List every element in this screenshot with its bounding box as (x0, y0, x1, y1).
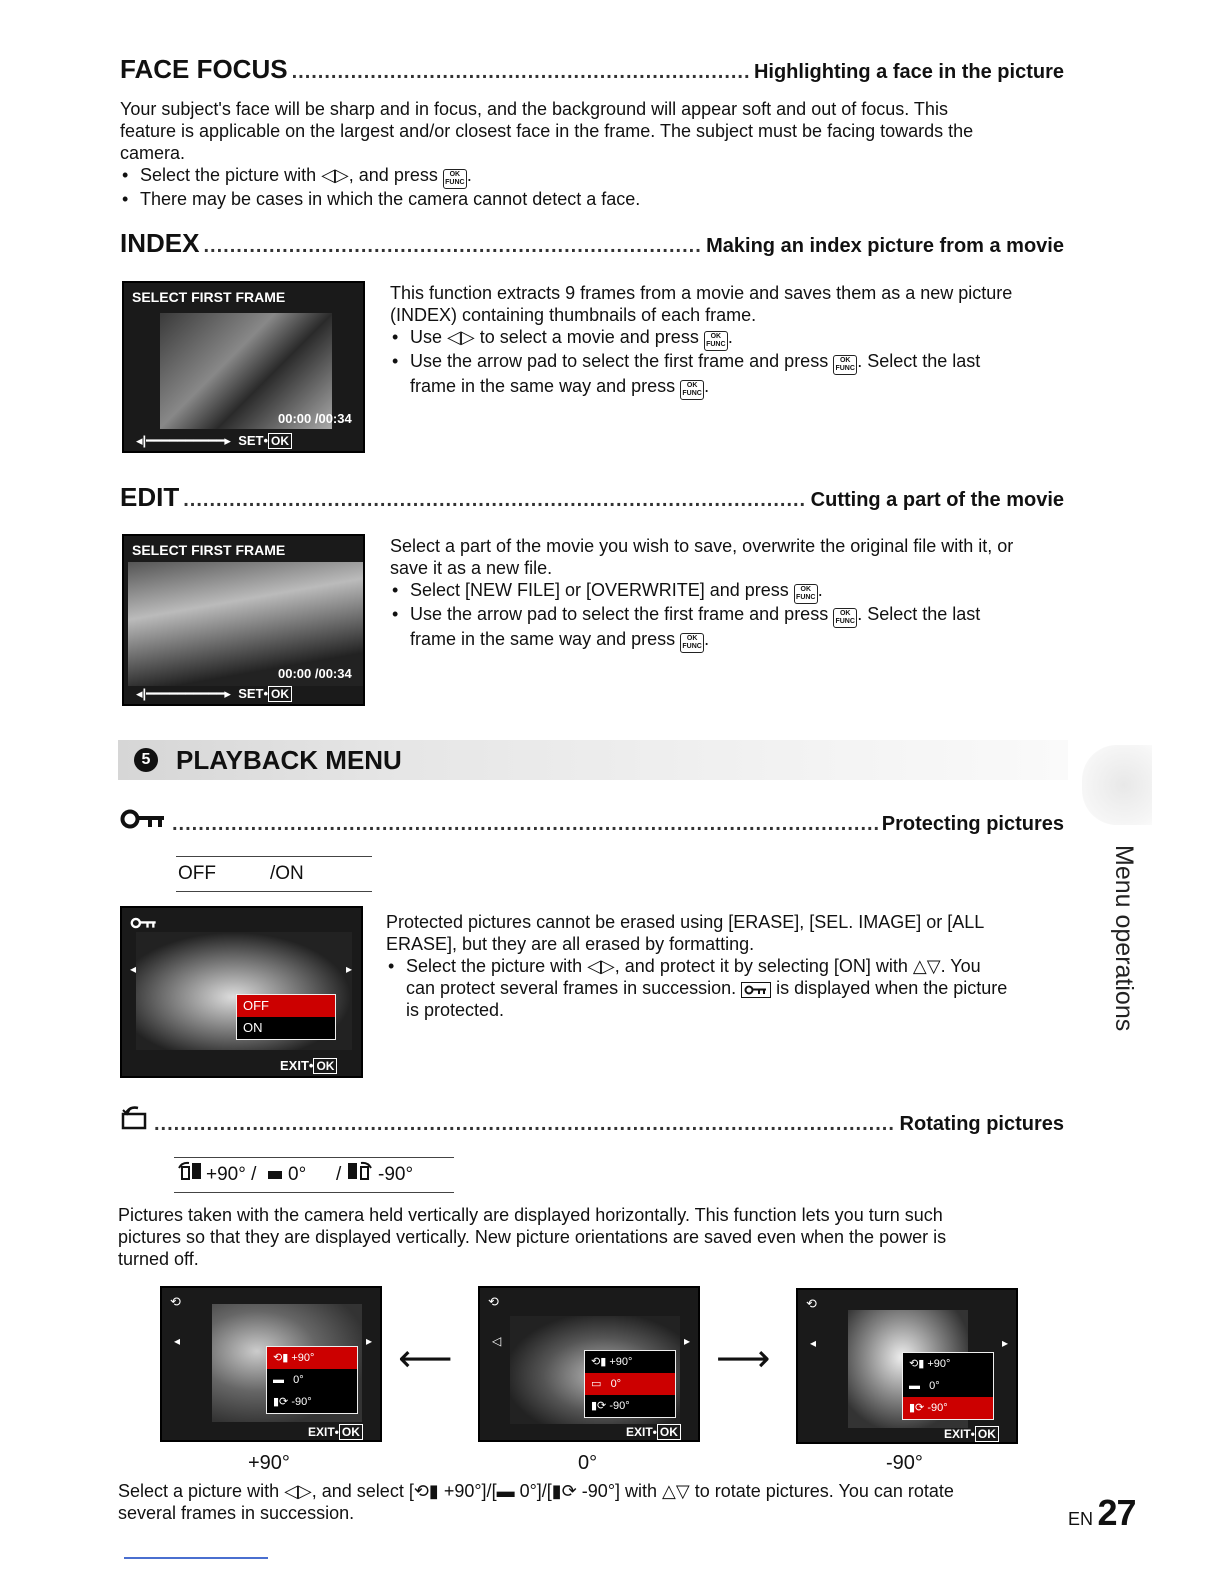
edit-description (390, 535, 1080, 579)
text-line: Select a part of the movie you wish to save, overwrite the original file with it, or (390, 536, 1014, 556)
rotate-plus90-icon (176, 1158, 204, 1192)
ok-func-button-icon (680, 380, 704, 400)
func-text: FUNC (682, 390, 702, 397)
text: can protect several frames in succession. (406, 978, 742, 998)
index-bullet-1: • Use ◁▷ to select a movie and press OK FUNC . (390, 326, 733, 351)
text-line: ERASE], but they are all erased by formatting. (386, 934, 755, 954)
rotate-options-table: +90° / 0° / -90° (174, 1157, 454, 1193)
index-camera-screen (122, 281, 365, 453)
menu-option-plus90[interactable]: ⟲▮ +90° (267, 1347, 357, 1369)
text-line: Pictures taken with the camera held vertically are displayed horizontally. This function lets you turn such (118, 1205, 943, 1225)
playback-menu-title: PLAYBACK MENU (176, 745, 402, 775)
protect-options-table (176, 856, 372, 892)
left-right-arrows-icon: ◁▷ (587, 956, 615, 976)
func-text: FUNC (796, 594, 816, 601)
func-text: FUNC (706, 341, 726, 348)
arrow-left-icon: ⟵ (398, 1338, 453, 1380)
up-down-arrows-icon: △▽ (912, 956, 941, 976)
menu-option-off[interactable]: OFF (237, 995, 335, 1017)
menu-option-minus90[interactable]: ▮⟳ -90° (591, 1400, 630, 1412)
protect-option-menu (236, 994, 336, 1040)
screen-time: 00:00 /00:34 (278, 666, 352, 681)
index-description (390, 282, 1070, 326)
ok-text: OK (800, 586, 812, 593)
rotate-screen-zero (478, 1286, 700, 1442)
text: to select a movie and press (474, 327, 704, 347)
text: 0°]/[ (514, 1481, 552, 1501)
ok-func-button-icon (680, 633, 704, 653)
screen-bottom-bar: EXIT• OK (308, 1424, 363, 1440)
left-right-arrows-icon: ◁▷ (321, 165, 349, 185)
exit-label: EXIT (626, 1425, 653, 1439)
func-text: FUNC (835, 618, 855, 625)
screen-bottom-bar: EXIT• OK (626, 1424, 681, 1440)
left-arrow-icon: ◂ (810, 1336, 817, 1350)
page-number-block (1068, 1492, 1136, 1534)
ok-text: OK (449, 171, 461, 178)
side-tab-label-wrap (1110, 845, 1140, 1055)
func-text: FUNC (835, 365, 855, 372)
landscape-icon (268, 1171, 282, 1179)
option-text: -90° (927, 1402, 948, 1414)
option-zero: 0° (288, 1164, 307, 1185)
landscape-icon: ▬ (496, 1481, 515, 1501)
ok-label: OK (268, 686, 292, 702)
ok-func-button-icon (833, 608, 857, 628)
text: , and protect it by selecting [ON] with (614, 956, 913, 976)
menu-option-minus90[interactable]: ▮⟳ -90° (273, 1396, 312, 1408)
leader-dots (183, 489, 806, 512)
screen-bottom-bar: ◂|━━━━━━━━━━▸ SET• OK (136, 433, 292, 449)
protect-description (386, 911, 1076, 955)
menu-option-zero[interactable]: ▬ 0° (273, 1374, 304, 1386)
screen-header: SELECT FIRST FRAME (132, 542, 286, 558)
text-line: pictures so that they are displayed vertically. New picture orientations are saved even when the power is (118, 1227, 947, 1247)
rotate-heading (120, 1104, 1064, 1137)
menu-option-zero[interactable]: ▭ 0° (585, 1373, 675, 1395)
rotate-icon: ⟲ (488, 1294, 499, 1309)
ok-text: OK (686, 635, 698, 642)
edit-camera-screen (122, 534, 365, 706)
index-subtitle: Making an index picture from a movie (706, 235, 1064, 257)
menu-option-zero[interactable]: ▬ 0° (909, 1380, 940, 1392)
text-line (118, 1480, 1078, 1502)
index-title: INDEX (120, 228, 200, 258)
rotate-screen-plus90 (160, 1286, 382, 1442)
ok-func-button-icon (794, 584, 818, 604)
text: Select the picture with (140, 165, 322, 185)
rotate-minus90-icon (346, 1158, 374, 1192)
text: , and select [ (311, 1481, 414, 1501)
footer-rule (124, 1557, 268, 1559)
left-arrow-icon: ◂ (130, 962, 137, 976)
index-bullet-2: • Use the arrow pad to select the first frame and press OK FUNC . Select the last frame in the same way and press OK FUNC . (390, 350, 1090, 400)
protect-subtitle: Protecting pictures (881, 813, 1064, 835)
text: Select a picture with (118, 1481, 285, 1501)
text: Select the picture with (406, 956, 588, 976)
option-text: -90° (291, 1396, 312, 1408)
rotate-icon: ⟲ (806, 1296, 817, 1311)
exit-label: EXIT (308, 1425, 335, 1439)
up-down-arrows-icon: △▽ (662, 1481, 690, 1501)
set-label: SET (238, 686, 264, 701)
screen-time: 00:00 /00:34 (278, 411, 352, 426)
screen-header: SELECT FIRST FRAME (132, 289, 286, 305)
text: to rotate pictures. You can rotate (689, 1481, 954, 1501)
section-number-badge: 5 (134, 748, 158, 772)
menu-option-plus90[interactable]: ⟲▮ +90° (591, 1356, 633, 1368)
right-arrow-icon: ▸ (366, 1334, 373, 1348)
side-tab-label: Menu operations (1110, 845, 1138, 1032)
edit-bullet-1: • Select [NEW FILE] or [OVERWRITE] and press OK FUNC . (390, 579, 823, 604)
face-focus-subtitle: Highlighting a face in the picture (753, 61, 1064, 83)
ok-label: OK (268, 433, 292, 449)
option-text: -90° (609, 1400, 630, 1412)
index-heading (120, 228, 1064, 259)
text-line: Protected pictures cannot be erased using [ERASE], [SEL. IMAGE] or [ALL (386, 912, 985, 932)
text: is protected. (406, 1000, 505, 1020)
menu-option-minus90[interactable]: ▮⟳ -90° (903, 1397, 993, 1419)
option-text: 0° (293, 1374, 304, 1386)
ok-func-button-icon (833, 355, 857, 375)
face-focus-title: FACE FOCUS (120, 54, 288, 84)
rotate-screen-minus90 (796, 1288, 1018, 1444)
rotate-plus90-icon: ⟲▮ (413, 1481, 439, 1501)
text: , and press (348, 165, 443, 185)
left-arrow-icon: ◁ (492, 1334, 502, 1348)
text-line: Your subject's face will be sharp and in focus, and the background will appear soft and out of focus. This (120, 99, 948, 119)
edit-bullet-2: • Use the arrow pad to select the first frame and press OK FUNC . Select the last frame in the same way and press OK FUNC . (390, 603, 1090, 653)
text: Use the arrow pad to select the first frame and press (410, 604, 834, 624)
face-focus-bullet-1: • Select the picture with ◁▷, and press OK FUNC . (120, 164, 472, 189)
text-line: feature is applicable on the largest and/or closest face in the frame. The subject must be facing towards the (120, 121, 974, 141)
protect-camera-screen (120, 906, 363, 1078)
edit-heading (120, 482, 1064, 513)
option-text: +90° (609, 1356, 633, 1368)
left-right-arrows-icon: ◁▷ (284, 1481, 312, 1501)
screen-bottom-bar: EXIT• OK (944, 1426, 999, 1442)
ok-text: OK (839, 610, 851, 617)
leader-dots (203, 235, 702, 258)
ok-text: OK (686, 382, 698, 389)
caption-plus90: +90° (248, 1452, 290, 1474)
option-plus90: +90° / (206, 1164, 257, 1185)
protect-bullet-1 (386, 955, 1096, 1021)
text-line: turned off. (118, 1249, 199, 1269)
text-line: (INDEX) containing thumbnails of each frame. (390, 305, 757, 325)
rotate-minus90-icon: ▮⟳ (551, 1481, 577, 1501)
text-line: This function extracts 9 frames from a movie and saves them as a new picture (390, 283, 1013, 303)
text: +90°]/[ (438, 1481, 497, 1501)
leader-dots (292, 61, 750, 84)
func-text: FUNC (445, 179, 465, 186)
func-text: FUNC (682, 643, 702, 650)
option-on: /ON (270, 863, 304, 884)
protect-heading (120, 806, 1064, 837)
page-language: EN (1068, 1509, 1094, 1529)
edit-subtitle: Cutting a part of the movie (810, 489, 1064, 511)
option-text: 0° (610, 1378, 622, 1390)
ok-label: OK (975, 1426, 999, 1442)
right-arrow-icon: ▸ (684, 1334, 691, 1348)
text: . Select the last (857, 351, 981, 371)
text: frame in the same way and press (410, 376, 681, 396)
ok-text: OK (839, 357, 851, 364)
rotate-option-menu (266, 1346, 358, 1414)
text-line: camera. (120, 143, 186, 163)
rotate-option-menu (902, 1352, 994, 1420)
text: . You (940, 956, 981, 976)
text: frame in the same way and press (410, 629, 681, 649)
leader-dots (154, 1113, 896, 1136)
text-line: several frames in succession. (118, 1503, 355, 1523)
text: . Select the last (857, 604, 981, 624)
ok-label: OK (657, 1424, 681, 1440)
text-line: save it as a new file. (390, 558, 553, 578)
protect-key-icon (120, 806, 168, 837)
option-off: OFF (178, 863, 216, 884)
left-arrow-icon: ◂ (174, 1334, 181, 1348)
ok-label: OK (339, 1424, 363, 1440)
exit-label: EXIT (944, 1427, 971, 1441)
text: -90°] with (576, 1481, 663, 1501)
rotate-option-menu (584, 1350, 676, 1418)
ok-label: OK (313, 1058, 337, 1074)
left-right-arrows-icon: ◁▷ (447, 327, 475, 347)
rotate-icon: ⟲ (170, 1294, 181, 1309)
screen-bottom-bar: ◂|━━━━━━━━━━▸ SET• OK (136, 686, 292, 702)
edit-title: EDIT (120, 482, 180, 512)
set-label: SET (238, 433, 264, 448)
right-arrow-icon: ▸ (346, 962, 353, 976)
menu-option-plus90[interactable]: ⟲▮ +90° (909, 1358, 951, 1370)
option-text: +90° (927, 1358, 951, 1370)
ok-func-button-icon (704, 331, 728, 351)
right-arrow-icon: ▸ (1002, 1336, 1009, 1350)
caption-minus90: -90° (886, 1452, 923, 1474)
screen-bottom-bar: EXIT• OK (280, 1058, 337, 1074)
face-focus-bullet-2 (120, 188, 640, 210)
rotate-icon (120, 1104, 150, 1137)
caption-zero: 0° (578, 1452, 598, 1474)
side-tab-marker (1082, 745, 1152, 825)
text: Use the arrow pad to select the first frame and press (410, 351, 834, 371)
leader-dots (172, 813, 878, 836)
face-focus-description (120, 98, 1080, 164)
rotate-footer-text (118, 1480, 1078, 1524)
protect-key-box-icon (741, 982, 771, 998)
rotate-subtitle: Rotating pictures (899, 1113, 1064, 1135)
text: is displayed when the picture (771, 978, 1008, 998)
page-number: 27 (1097, 1492, 1136, 1533)
exit-label: EXIT (280, 1058, 309, 1073)
rotate-description (118, 1204, 1078, 1270)
text: There may be cases in which the camera cannot detect a face. (140, 189, 641, 209)
face-focus-heading (120, 54, 1064, 85)
option-minus90: -90° (378, 1164, 414, 1185)
arrow-right-icon: ⟶ (716, 1338, 771, 1380)
option-text: 0° (929, 1380, 940, 1392)
text: Use (410, 327, 448, 347)
menu-option-on[interactable]: ON (243, 1020, 263, 1035)
option-text: +90° (291, 1352, 315, 1364)
playback-menu-banner (118, 740, 1068, 780)
ok-text: OK (710, 333, 722, 340)
text: Select [NEW FILE] or [OVERWRITE] and press (410, 580, 794, 600)
ok-func-button-icon (443, 169, 467, 189)
